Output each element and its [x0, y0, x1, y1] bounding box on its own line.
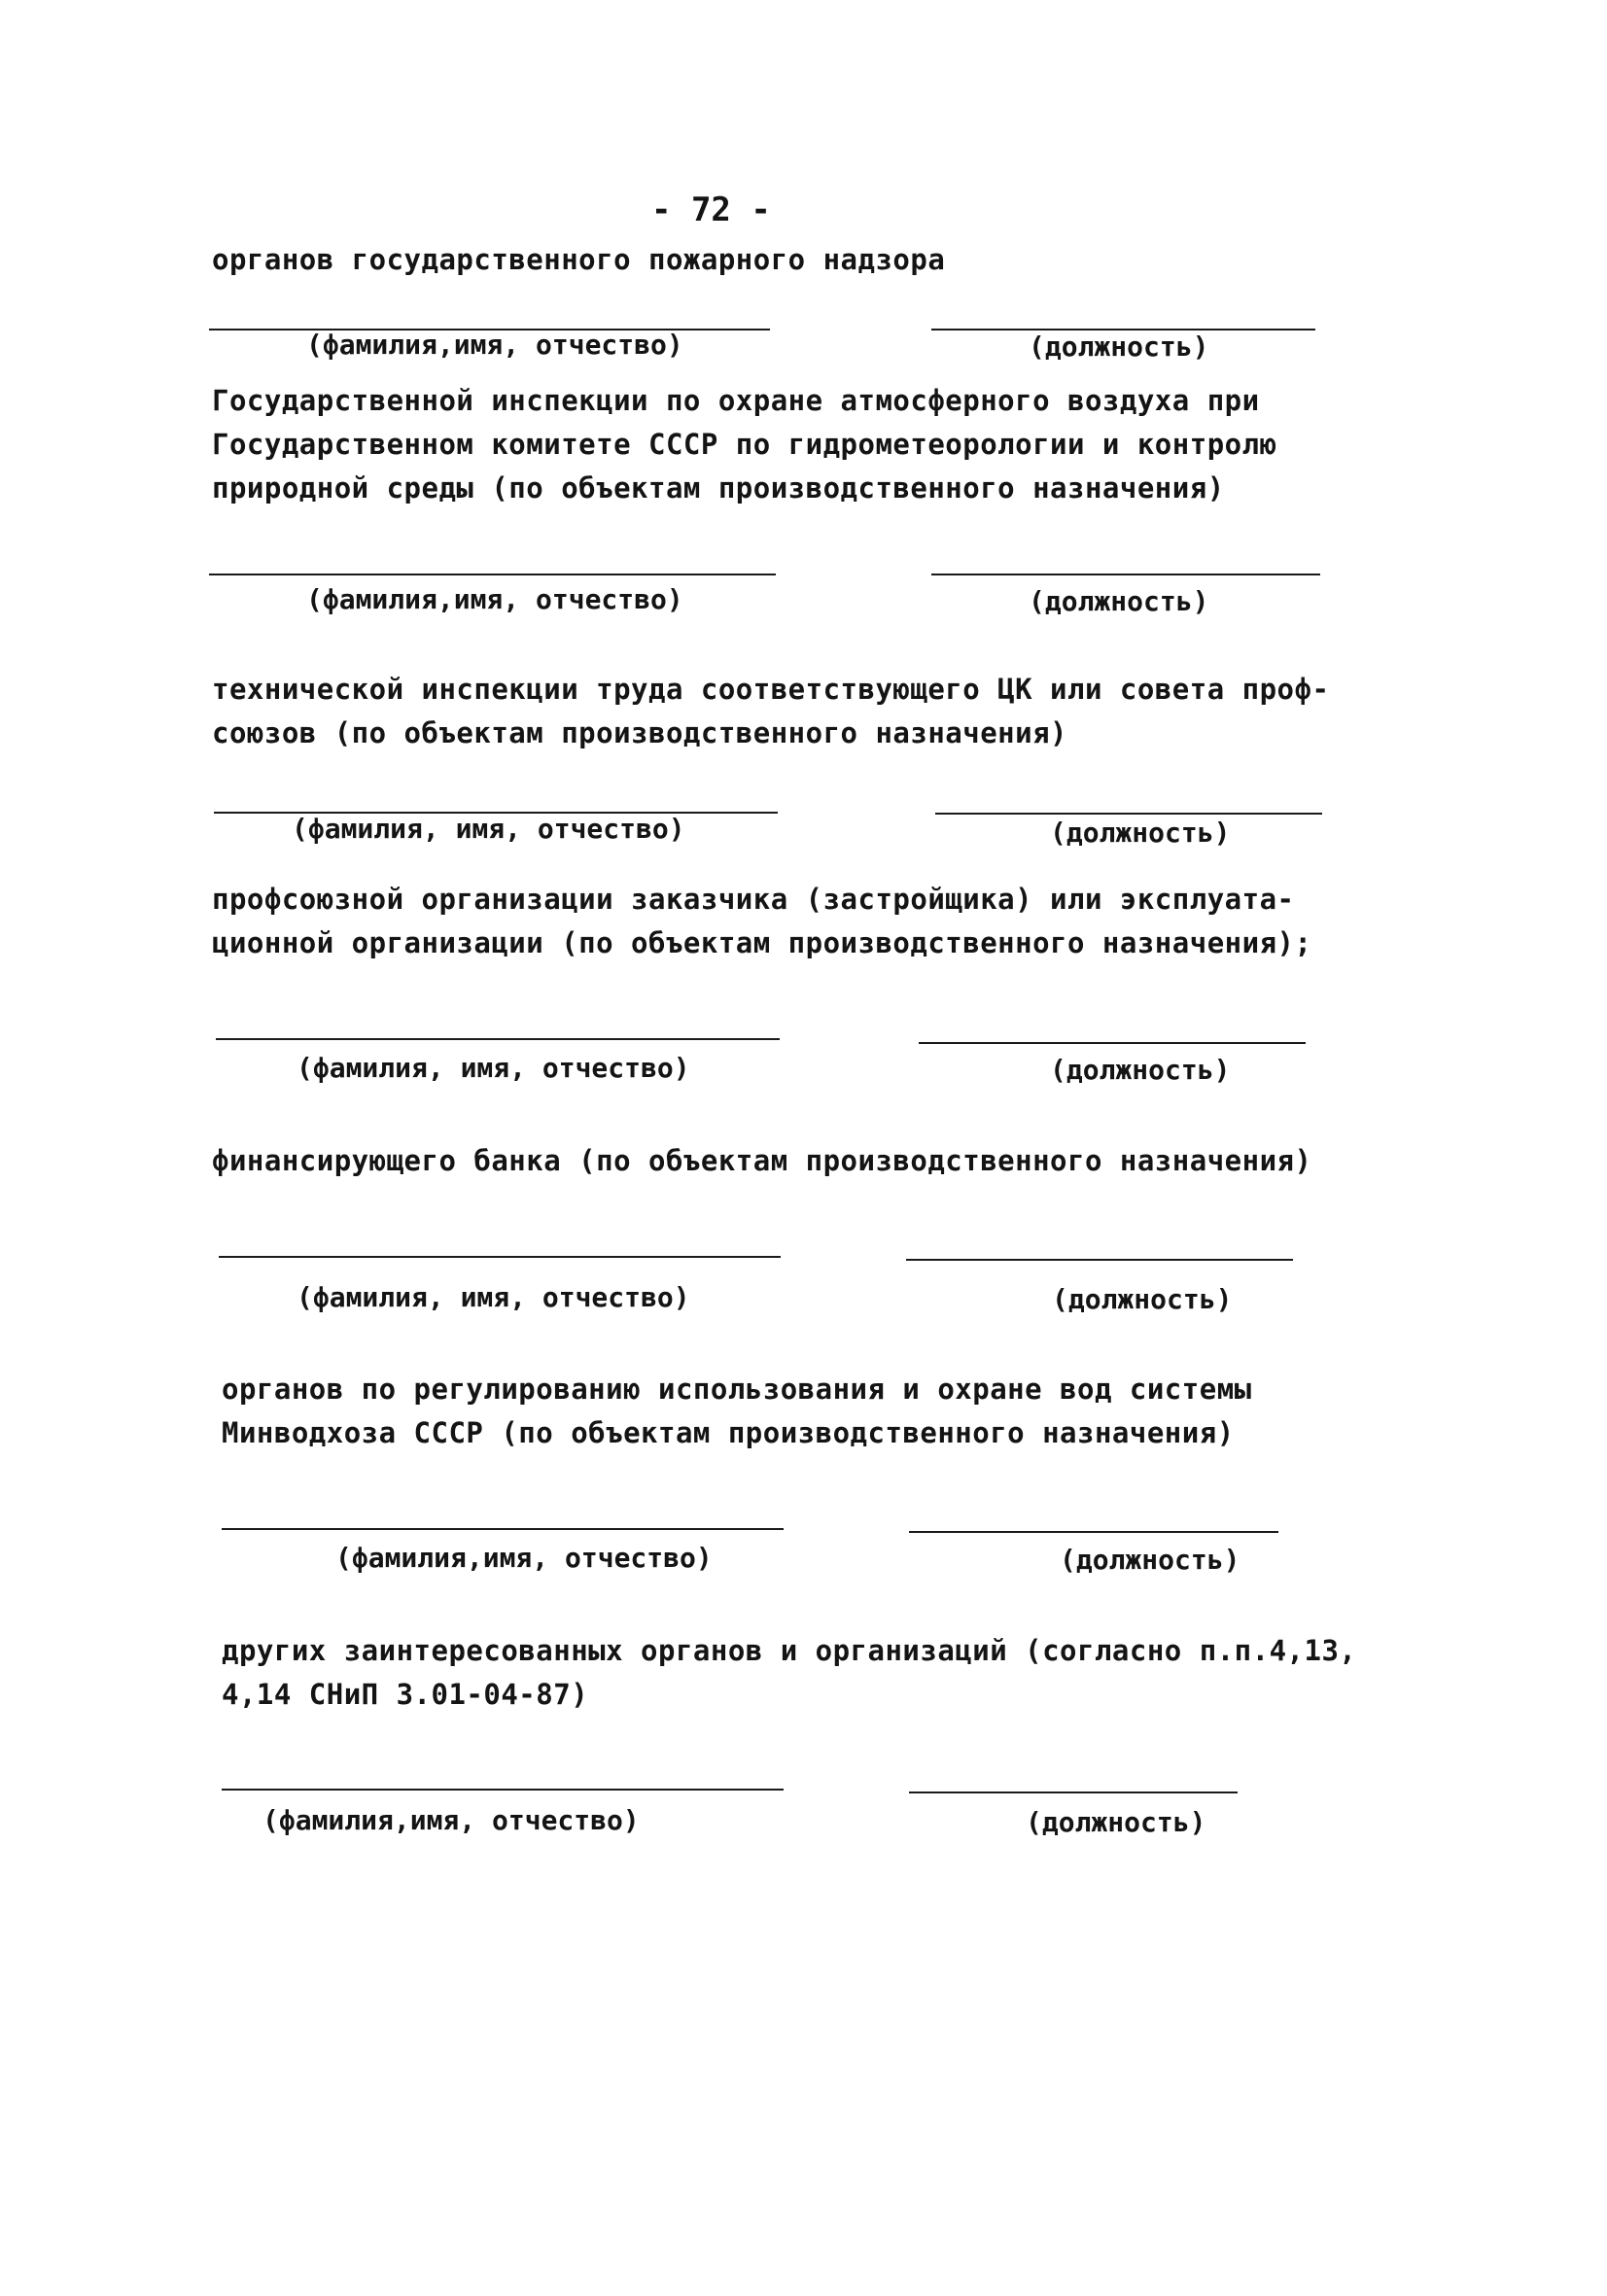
section-text-air-inspection: Государственной инспекции по охране атмосферного воздуха при Государственном комитете СССР по гидрометеорологии и контролю природной среды (по объектам производственного назначения) [212, 384, 1277, 504]
position-label: (должность) [1029, 585, 1209, 617]
name-signature-line [216, 1038, 780, 1040]
section-text-fire-supervision: органов государственного пожарного надзора [212, 243, 946, 276]
section-text-labor-inspection: технической инспекции труда соответствующего ЦК или совета проф- союзов (по объектам производственного назначения) [212, 673, 1330, 749]
position-signature-line [906, 1259, 1293, 1261]
page-number: - 72 - [651, 191, 771, 229]
section-text-other-organizations: других заинтересованных органов и организаций (согласно п.п.4,13, 4,14 СНиП 3.01-04-87) [222, 1634, 1357, 1711]
name-signature-line [219, 1256, 781, 1258]
name-label: (фамилия, имя, отчество) [297, 1281, 690, 1313]
name-label: (фамилия,имя, отчество) [335, 1542, 713, 1574]
name-signature-line [222, 1528, 784, 1530]
position-signature-line [935, 813, 1322, 815]
position-label: (должность) [1060, 1544, 1240, 1576]
name-label: (фамилия,имя, отчество) [262, 1804, 640, 1836]
position-label: (должность) [1050, 1054, 1231, 1086]
position-signature-line [919, 1042, 1306, 1044]
section-text-bank: финансирующего банка (по объектам производственного назначения) [212, 1144, 1312, 1177]
name-label: (фамилия,имя, отчество) [306, 329, 683, 361]
name-signature-line [209, 574, 776, 575]
position-label: (должность) [1050, 817, 1231, 849]
name-label: (фамилия,имя, отчество) [306, 583, 683, 615]
section-text-trade-union: профсоюзной организации заказчика (застройщика) или эксплуата- ционной организации (по объектам производственного назначения); [212, 883, 1312, 959]
name-label: (фамилия, имя, отчество) [297, 1052, 690, 1084]
position-label: (должность) [1029, 330, 1209, 363]
name-label: (фамилия, имя, отчество) [292, 813, 685, 845]
position-signature-line [909, 1531, 1278, 1533]
position-label: (должность) [1026, 1806, 1206, 1838]
position-signature-line [931, 574, 1320, 575]
section-text-water: органов по регулированию использования и охране вод системы Минводхоза СССР (по объектам производственного назначения) [222, 1373, 1252, 1449]
name-signature-line [222, 1789, 784, 1791]
position-signature-line [909, 1792, 1238, 1793]
position-label: (должность) [1052, 1283, 1233, 1315]
